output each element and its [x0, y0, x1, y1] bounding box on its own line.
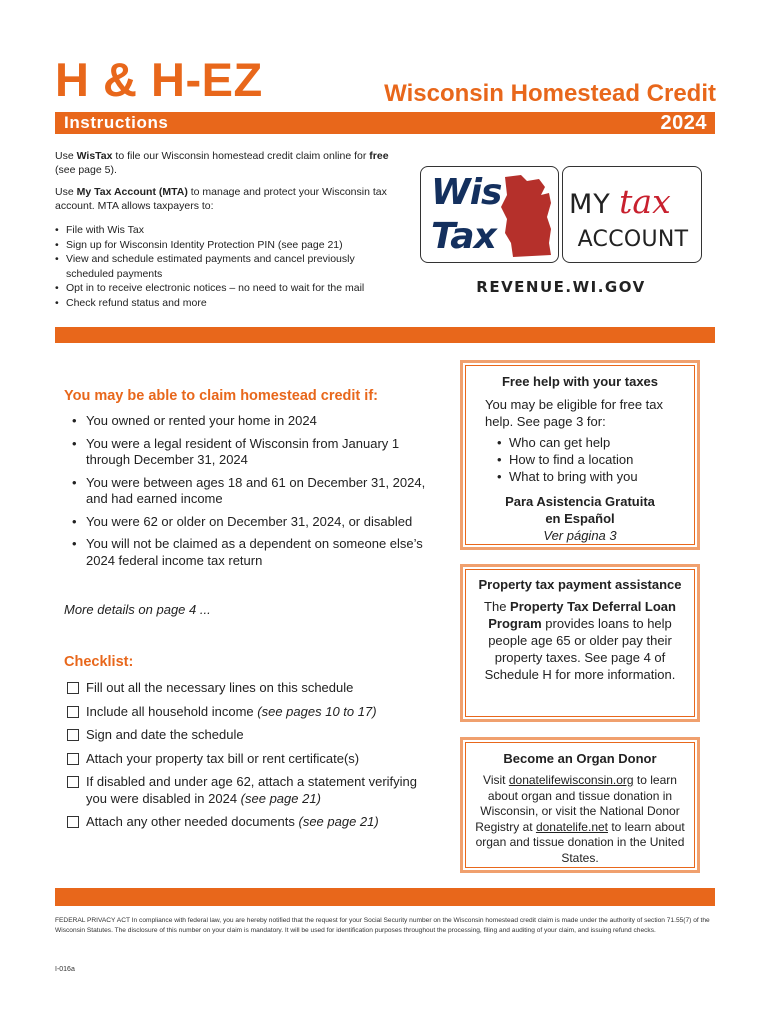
spanish-help-page: Ver página 3 — [543, 528, 617, 543]
checklist-item-note: (see pages 10 to 17) — [257, 703, 377, 719]
organ-donor-text-post: to learn about organ and tissue donation in the United States. — [475, 819, 685, 865]
checklist-item[interactable] — [67, 704, 437, 721]
checkbox[interactable] — [67, 682, 79, 694]
eligibility-list — [70, 413, 430, 575]
intro-bold: WisTax — [76, 150, 113, 162]
checkbox[interactable] — [67, 776, 79, 788]
intro-text: Use — [55, 150, 77, 162]
eligibility-heading: You may be able to claim homestead credit if: — [64, 388, 378, 404]
organ-donor-box — [460, 737, 700, 873]
list-item: • Opt in to receive electronic notices – no need to wait for the mail — [55, 281, 395, 296]
mytax-logo-account: ACCOUNT — [577, 227, 689, 252]
mta-feature-list — [55, 223, 395, 310]
property-tax-program-name: Property Tax Deferral Loan Program — [488, 599, 676, 631]
property-tax-text-pre: The — [484, 599, 511, 614]
form-title: H & H-EZ — [55, 53, 263, 106]
list-item: • Check refund status and more — [55, 296, 395, 311]
free-help-list — [497, 434, 687, 485]
revenue-url-link[interactable]: REVENUE.WI.GOV — [476, 278, 646, 296]
free-help-box — [460, 360, 700, 550]
organ-donor-text-mid: to learn about organ and tissue donation in Wisconsin, or visit the National Donor Registry at — [475, 773, 680, 834]
section-label: Instructions — [64, 113, 169, 132]
wistax-logo — [420, 166, 559, 263]
intro-text: to file our Wisconsin homestead credit claim online for — [112, 150, 370, 162]
form-code: I-016a — [55, 966, 75, 973]
spanish-help-line1: Para Asistencia Gratuita — [505, 494, 655, 509]
intro-wistax-paragraph — [55, 149, 395, 177]
checklist-item[interactable] — [67, 814, 437, 831]
list-item: • Sign up for Wisconsin Identity Protection PIN (see page 21) — [55, 238, 395, 253]
intro-mta-paragraph — [55, 185, 395, 213]
donatelife-net-link[interactable]: donatelife.net — [535, 819, 608, 834]
checkbox[interactable] — [67, 706, 79, 718]
checklist-item-note: (see page 21) — [240, 790, 321, 806]
checkbox[interactable] — [67, 816, 79, 828]
free-help-title: Free help with your taxes — [501, 374, 659, 389]
checklist-heading: Checklist: — [64, 654, 134, 670]
list-item: • Who can get help — [497, 434, 687, 451]
intro-text: to manage and protect your Wisconsin tax account. MTA allows taxpayers to: — [55, 186, 387, 212]
mytax-logo-tax: tax — [619, 182, 671, 221]
list-item: • You will not be claimed as a dependent on someone else’s 2024 federal income tax return — [70, 536, 430, 569]
checklist-item[interactable] — [67, 751, 437, 768]
spanish-help-line2: en Español — [545, 511, 615, 526]
wistax-logo-line1: Wis — [431, 172, 502, 213]
organ-donor-text-pre: Visit — [483, 773, 509, 787]
checklist-item[interactable] — [67, 727, 437, 744]
intro-text: Use — [55, 186, 77, 198]
checkbox[interactable] — [67, 729, 79, 741]
property-tax-text-post: provides loans to help people age 65 or older pay their property taxes. See page 4 of Schedule H for more information. — [484, 616, 676, 682]
checklist-item-text: If disabled and under age 62, attach a statement verifying you were disabled in 2024 — [86, 774, 417, 806]
wisconsin-map-icon — [499, 173, 555, 259]
property-tax-title: Property tax payment assistance — [478, 577, 682, 592]
wistax-logo-line2: Tax — [431, 216, 496, 257]
intro-bold: My Tax Account (MTA) — [76, 186, 188, 198]
intro-text: (see page 5). — [55, 164, 117, 176]
list-item: • View and schedule estimated payments and cancel previously scheduled payments — [55, 252, 395, 281]
list-item: • What to bring with you — [497, 468, 687, 485]
checklist-item-text: Fill out all the necessary lines on this schedule — [86, 680, 354, 695]
checklist-item-text: Include all household income — [86, 703, 258, 719]
list-item: • File with Wis Tax — [55, 223, 395, 238]
tax-year: 2024 — [660, 112, 707, 134]
property-tax-text — [483, 598, 677, 683]
list-item: • You were 62 or older on December 31, 2024, or disabled — [70, 514, 430, 531]
organ-donor-title: Become an Organ Donor — [503, 751, 657, 766]
free-help-text: You may be eligible for free tax help. See page 3 for: — [485, 397, 664, 429]
divider-bar-bottom — [55, 888, 715, 906]
checkbox[interactable] — [67, 753, 79, 765]
privacy-act-notice: FEDERAL PRIVACY ACT In compliance with federal law, you are hereby notified that the request for your Social Security number on the Wisconsin homestead credit claim is made under the authority of section 71.55(7) of the Wisconsin Statutes. The disclosure of this number on your claim is mandatory. It will be used for identification purposes throughout the processing, filing and auditing of your claim, and issuing refund checks. — [55, 917, 710, 934]
list-item: • You were between ages 18 and 61 on December 31, 2024, and had earned income — [70, 475, 430, 508]
checklist-item-text: Attach any other needed documents — [86, 814, 299, 829]
list-item: • You were a legal resident of Wisconsin from January 1 through December 31, 2024 — [70, 436, 430, 469]
checklist — [67, 680, 437, 838]
checklist-item[interactable] — [67, 774, 437, 807]
checklist-item-text: Attach your property tax bill or rent certificate(s) — [86, 750, 360, 766]
checklist-item[interactable] — [67, 680, 437, 697]
checklist-item-text: Sign and date the schedule — [86, 727, 244, 742]
instructions-bar — [55, 112, 715, 134]
checklist-item-note: (see page 21) — [298, 814, 379, 829]
more-details-note: More details on page 4 ... — [64, 602, 211, 617]
donatelife-wisconsin-link[interactable]: donatelifewisconsin.org — [508, 773, 634, 787]
credit-title: Wisconsin Homestead Credit — [384, 80, 716, 107]
list-item: • You owned or rented your home in 2024 — [70, 413, 430, 430]
mytax-logo-my: MY — [569, 189, 611, 220]
divider-bar-top — [55, 327, 715, 343]
property-tax-box — [460, 564, 700, 722]
intro-bold: free — [369, 150, 389, 162]
mytax-logo-row — [569, 182, 697, 221]
my-tax-account-logo — [562, 166, 702, 263]
list-item: • How to find a location — [497, 451, 687, 468]
organ-donor-text — [473, 773, 687, 866]
